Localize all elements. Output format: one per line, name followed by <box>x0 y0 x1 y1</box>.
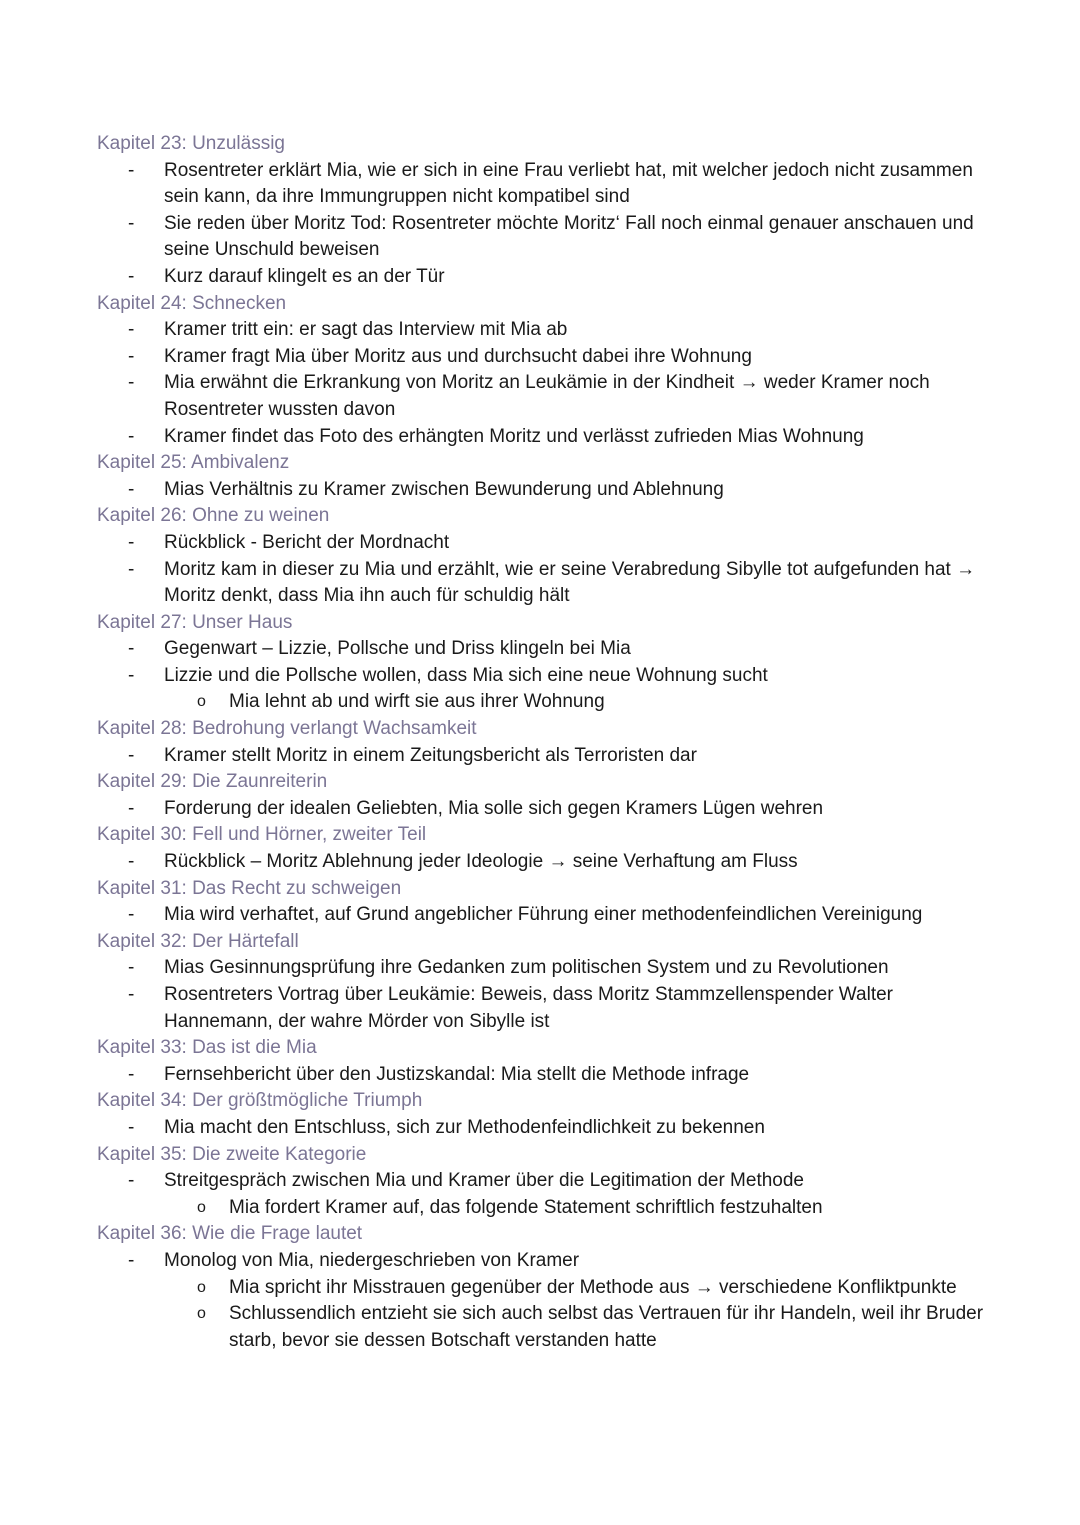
bullet-list <box>97 317 997 450</box>
bullet-item: - Mia erwähnt die Erkrankung von Moritz an Leukämie in der Kindheit → weder Kramer noch Rosentreter wussten davon <box>97 370 997 423</box>
chapter-heading: Kapitel 27: Unser Haus <box>97 611 293 633</box>
bullet-item: - Rosentreters Vortrag über Leukämie: Beweis, dass Moritz Stammzellenspender Walter Hannemann, der wahre Mörder von Sibylle ist <box>97 982 997 1035</box>
bullet-list <box>97 1115 997 1142</box>
bullet-list <box>97 530 997 610</box>
chapter-section <box>97 1088 997 1141</box>
bullet-item: - Lizzie und die Pollsche wollen, dass Mia sich eine neue Wohnung sucht <box>97 663 997 690</box>
sub-bullet-item: o Mia fordert Kramer auf, das folgende Statement schriftlich festzuhalten <box>97 1195 997 1222</box>
bullet-item: - Sie reden über Moritz Tod: Rosentreter möchte Moritz‘ Fall noch einmal genauer anschauen und seine Unschuld beweisen <box>97 211 997 264</box>
bullet-list <box>97 955 997 1035</box>
bullet-item: - Gegenwart – Lizzie, Pollsche und Driss klingeln bei Mia <box>97 636 997 663</box>
bullet-item: - Rückblick - Bericht der Mordnacht <box>97 530 997 557</box>
chapter-section <box>97 716 997 769</box>
sub-bullet-item: o Mia lehnt ab und wirft sie aus ihrer Wohnung <box>97 689 997 716</box>
chapter-section <box>97 503 997 609</box>
chapter-heading: Kapitel 35: Die zweite Kategorie <box>97 1143 367 1165</box>
chapter-section <box>97 929 997 1035</box>
bullet-list <box>97 477 997 504</box>
chapter-heading: Kapitel 32: Der Härtefall <box>97 930 299 952</box>
bullet-list <box>97 1062 997 1089</box>
bullet-item: - Kramer stellt Moritz in einem Zeitungsbericht als Terroristen dar <box>97 743 997 770</box>
bullet-item: - Fernsehbericht über den Justizskandal: Mia stellt die Methode infrage <box>97 1062 997 1089</box>
chapter-heading: Kapitel 23: Unzulässig <box>97 133 285 154</box>
chapter-heading: Kapitel 26: Ohne zu weinen <box>97 505 330 527</box>
chapter-section <box>97 1142 997 1222</box>
chapter-section <box>97 131 997 291</box>
bullet-list <box>97 849 997 876</box>
bullet-item: - Rosentreter erklärt Mia, wie er sich in eine Frau verliebt hat, mit welcher jedoch nicht zusammen sein kann, da ihre Immungruppen nicht kompatibel sind <box>97 158 997 211</box>
bullet-list <box>97 1168 997 1221</box>
chapter-section <box>97 1221 997 1354</box>
bullet-item: - Mia macht den Entschluss, sich zur Methodenfeindlichkeit zu bekennen <box>97 1115 997 1142</box>
bullet-item: - Mias Gesinnungsprüfung ihre Gedanken zum politischen System und zu Revolutionen <box>97 955 997 982</box>
chapter-heading: Kapitel 33: Das ist die Mia <box>97 1037 317 1059</box>
chapter-heading: Kapitel 31: Das Recht zu schweigen <box>97 877 402 899</box>
bullet-item: - Streitgespräch zwischen Mia und Kramer über die Legitimation der Methode <box>97 1168 997 1195</box>
bullet-list <box>97 796 997 823</box>
document-page <box>97 131 997 1354</box>
bullet-item: - Monolog von Mia, niedergeschrieben von Kramer <box>97 1248 997 1275</box>
bullet-item: - Kurz darauf klingelt es an der Tür <box>97 264 997 291</box>
bullet-list <box>97 902 997 929</box>
chapter-section <box>97 291 997 451</box>
bullet-list <box>97 743 997 770</box>
chapter-heading: Kapitel 36: Wie die Frage lautet <box>97 1223 363 1245</box>
sub-bullet-item: o Mia spricht ihr Misstrauen gegenüber der Methode aus → verschiedene Konfliktpunkte <box>97 1275 997 1302</box>
bullet-item: - Kramer findet das Foto des erhängten Moritz und verlässt zufrieden Mias Wohnung <box>97 424 997 451</box>
bullet-item: - Mias Verhältnis zu Kramer zwischen Bewunderung und Ablehnung <box>97 477 997 504</box>
chapter-heading: Kapitel 30: Fell und Hörner, zweiter Teil <box>97 824 427 846</box>
bullet-list <box>97 158 997 291</box>
sub-bullet-item: o Schlussendlich entzieht sie sich auch selbst das Vertrauen für ihr Handeln, weil ihr Bruder starb, bevor sie dessen Botschaft verstanden hatte <box>97 1301 997 1354</box>
bullet-item: - Forderung der idealen Geliebten, Mia solle sich gegen Kramers Lügen wehren <box>97 796 997 823</box>
bullet-item: - Rückblick – Moritz Ablehnung jeder Ideologie → seine Verhaftung am Fluss <box>97 849 997 876</box>
chapter-heading: Kapitel 25: Ambivalenz <box>97 452 290 474</box>
bullet-item: - Moritz kam in dieser zu Mia und erzählt, wie er seine Verabredung Sibylle tot aufgefunden hat → Moritz denkt, dass Mia ihn auch für schuldig hält <box>97 557 997 610</box>
chapter-section <box>97 822 997 875</box>
chapter-section <box>97 769 997 822</box>
bullet-list <box>97 636 997 716</box>
bullet-item: - Kramer fragt Mia über Moritz aus und durchsucht dabei ihre Wohnung <box>97 344 997 371</box>
chapter-heading: Kapitel 24: Schnecken <box>97 292 287 314</box>
chapter-section <box>97 610 997 716</box>
chapter-section <box>97 1035 997 1088</box>
chapter-section <box>97 450 997 503</box>
bullet-list <box>97 1248 997 1354</box>
chapter-heading: Kapitel 34: Der größtmögliche Triumph <box>97 1090 423 1112</box>
chapter-section <box>97 876 997 929</box>
chapter-heading: Kapitel 29: Die Zaunreiterin <box>97 771 328 793</box>
bullet-item: - Kramer tritt ein: er sagt das Interview mit Mia ab <box>97 317 997 344</box>
chapter-heading: Kapitel 28: Bedrohung verlangt Wachsamkeit <box>97 718 477 740</box>
bullet-item: - Mia wird verhaftet, auf Grund angeblicher Führung einer methodenfeindlichen Vereinigung <box>97 902 997 929</box>
